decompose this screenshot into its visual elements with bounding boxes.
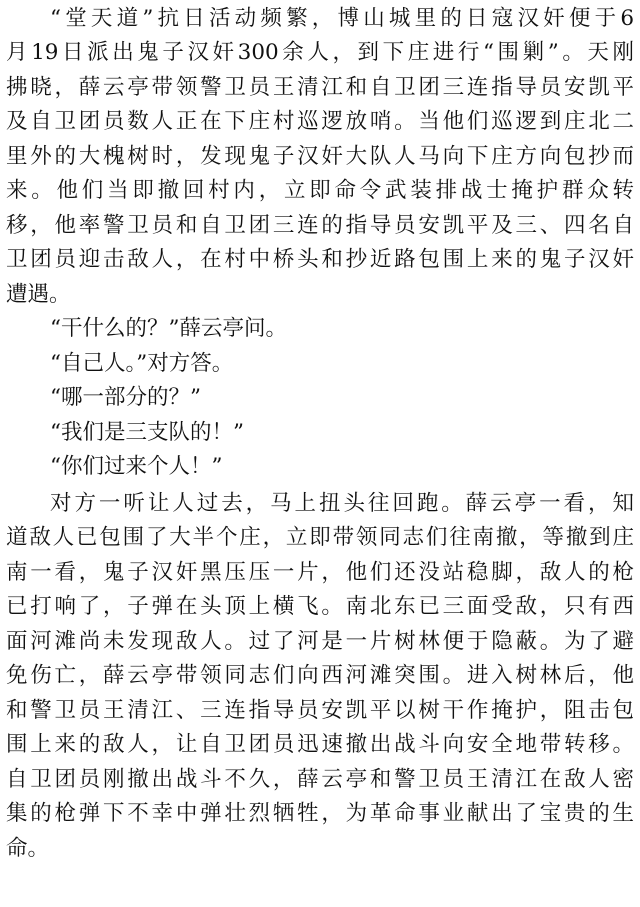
text-line: 和警卫员王清江、三连指导员安凯平以树干作掩护，阻击包: [6, 698, 634, 723]
text-line: 已打响了，子弹在头顶上横飞。南北东已三面受敌，只有西: [6, 594, 634, 619]
text-line: 南一看，鬼子汉奸黑压压一片，他们还没站稳脚，敌人的枪: [6, 560, 634, 585]
text-line: 道敌人已包围了大半个庄，立即带领同志们往南撤，等撤到庄: [6, 525, 634, 550]
text-line: 免伤亡，薛云亭带领同志们向西河滩突围。进入树林后，他: [6, 663, 634, 688]
text-line: 集的枪弹下不幸中弹壮烈牺牲，为革命事业献出了宝贵的生: [6, 801, 634, 826]
text-line: 月19日派出鬼子汉奸300余人，到下庄进行“围剿”。天刚: [6, 40, 634, 65]
dialogue-line: “自己人。”对方答。: [50, 351, 234, 376]
dialogue-line: “干什么的？”薛云亭问。: [50, 316, 287, 341]
text-line: 及自卫团员数人正在下庄村巡逻放哨。当他们巡逻到庄北二: [6, 109, 634, 134]
text-line: 遭遇。: [6, 282, 71, 307]
text-line: 卫团员迎击敌人，在村中桥头和抄近路包围上来的鬼子汉奸: [6, 247, 634, 272]
text-line: 命。: [6, 836, 50, 861]
text-line: 面河滩尚未发现敌人。过了河是一片树林便于隐蔽。为了避: [6, 629, 634, 654]
dialogue-line: “哪一部分的？”: [50, 385, 201, 410]
dialogue-line: “我们是三支队的！”: [50, 420, 244, 445]
text-line: 里外的大槐树时，发现鬼子汉奸大队人马向下庄方向包抄而: [6, 144, 634, 169]
text-line: 自卫团员刚撤出战斗不久，薛云亭和警卫员王清江在敌人密: [6, 767, 634, 792]
text-line: 拂晓，薛云亭带领警卫员王清江和自卫团三连指导员安凯平: [6, 75, 634, 100]
dialogue-line: “你们过来个人！”: [50, 454, 223, 479]
text-line: 来。他们当即撤回村内，立即命令武装排战士掩护群众转: [6, 178, 634, 203]
text-line: 对方一听让人过去，马上扭头往回跑。薛云亭一看，知: [50, 491, 634, 516]
text-line: “堂天道”抗日活动频繁，博山城里的日寇汉奸便于6: [50, 6, 634, 31]
text-line: 围上来的敌人，让自卫团员迅速撤出战斗向安全地带转移。: [6, 732, 634, 757]
text-line: 移，他率警卫员和自卫团三连的指导员安凯平及三、四名自: [6, 213, 634, 238]
